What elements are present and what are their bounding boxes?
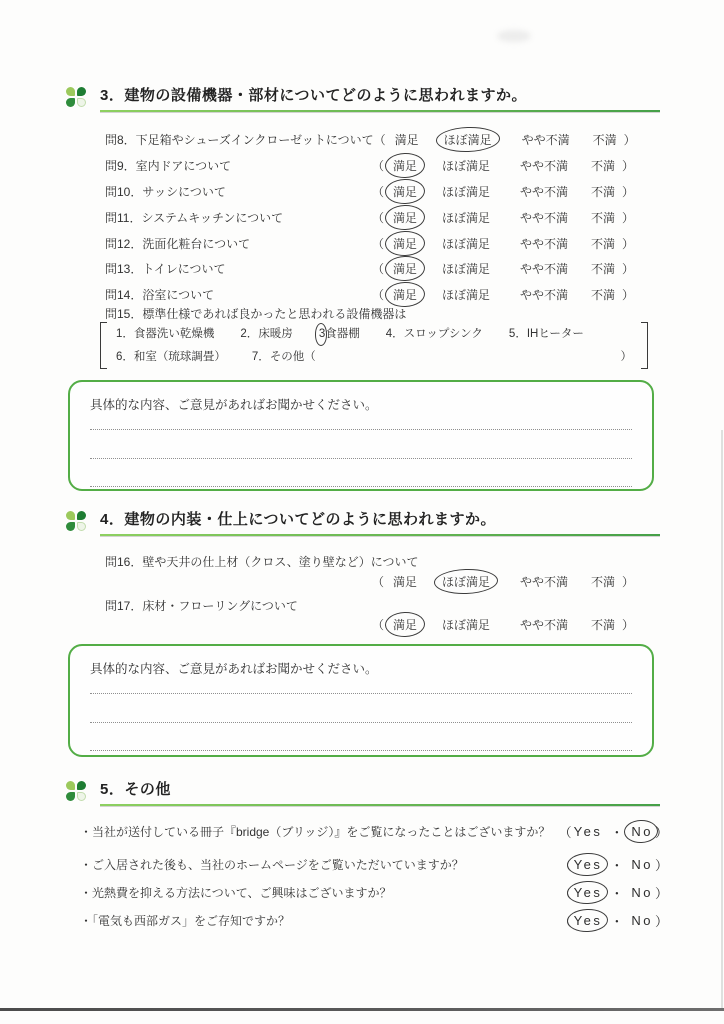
equip-option-5: 5．IHヒーター	[508, 328, 584, 340]
paren-open: （	[558, 885, 572, 901]
paren-close: ）	[654, 913, 668, 929]
scan-edge-bottom	[0, 1008, 724, 1011]
rating-option-yaya-fuman: やや不満	[519, 261, 568, 276]
question-label: 問9．室内ドアについて	[105, 158, 232, 173]
rating-option-hobo-manzoku: ほぼ満足	[441, 261, 490, 276]
question-label: ・「電気も西部ガス」をご存知ですか？	[80, 913, 291, 928]
rating-options	[372, 182, 635, 201]
rating-option-manzoku	[382, 285, 428, 304]
question-label: 問17．床材・フローリングについて	[105, 598, 298, 613]
question-label: 問11．システムキッチンについて	[105, 210, 284, 225]
question-row-q13	[105, 258, 635, 278]
answer-circle: ほぼ満足	[441, 130, 495, 149]
equipment-options-line1	[116, 324, 632, 345]
paren-open: （	[372, 236, 385, 251]
yes-option: Yes	[573, 823, 603, 839]
question-row-q11	[105, 207, 635, 227]
rating-option-fuman: 不満	[590, 287, 615, 302]
rating-option-manzoku	[382, 259, 428, 278]
equip-option-4: 4．スロップシンク	[385, 328, 483, 340]
rating-option-fuman: 不満	[590, 210, 615, 225]
rating-option-hobo-manzoku: ほぼ満足	[441, 617, 490, 632]
paren-close: ）	[654, 885, 668, 901]
rating-option-manzoku	[382, 182, 428, 201]
rating-option-manzoku: 満足	[392, 574, 417, 589]
paren-open: （	[372, 184, 385, 199]
paren-open: （	[372, 210, 385, 225]
rating-option-yaya-fuman: やや不満	[519, 210, 568, 225]
rating-option-manzoku	[382, 208, 428, 227]
yesno-row-bridge	[80, 820, 668, 842]
question-label-q15: 問15．標準仕様であれば良かったと思われる設備機器は	[105, 307, 407, 321]
writing-line	[90, 722, 632, 723]
writing-line	[90, 486, 632, 487]
writing-line	[90, 750, 632, 751]
section3-number: 3．	[100, 87, 125, 104]
equip-option-3: 3食器棚	[319, 324, 360, 345]
section3-header	[66, 84, 660, 112]
paren-open: （	[372, 158, 385, 173]
equip-option-7: 7．その他（	[251, 351, 316, 363]
paren-close: ）	[622, 287, 635, 302]
no-option: No	[631, 823, 653, 839]
rating-option-hobo-manzoku: ほぼ満足	[441, 210, 490, 225]
rating-option-fuman: 不満	[592, 132, 617, 147]
answer-circle: 満足	[390, 156, 420, 175]
rating-option-yaya-fuman: やや不満	[519, 287, 568, 302]
section3-title-text: 建物の設備機器・部材についてどのように思われますか。	[124, 87, 528, 104]
rating-options	[374, 130, 634, 149]
writing-line	[90, 429, 632, 430]
paren-open: （	[373, 132, 386, 147]
separator-dot: ・	[610, 885, 624, 901]
section4-title-text: 建物の内装・仕上についてどのように思われますか。	[124, 511, 497, 528]
paren-close: ）	[654, 857, 668, 873]
yes-option: Yes	[573, 856, 603, 872]
question-label: 問14．浴室について	[105, 287, 215, 302]
section4-number: 4．	[100, 511, 125, 528]
rating-option-fuman: 不満	[590, 184, 615, 199]
section3-header-body	[100, 84, 660, 112]
rating-option-hobo-manzoku: ほぼ満足	[441, 236, 490, 251]
paren-close: ）	[622, 236, 635, 251]
paren-close: ）	[622, 574, 635, 589]
rating-option-fuman: 不満	[590, 261, 615, 276]
separator-dot: ・	[610, 824, 624, 840]
yesno-row-homepage	[80, 853, 668, 875]
yesno-options	[559, 911, 668, 930]
question-row-q16	[105, 551, 632, 571]
rating-options-q17	[372, 614, 635, 634]
answer-circle: ほぼ満足	[439, 572, 493, 591]
rating-option-yaya-fuman: やや不満	[521, 132, 570, 147]
paren-open: （	[372, 574, 385, 589]
section5-title-text: その他	[124, 781, 171, 798]
rating-option-hobo-manzoku	[428, 572, 504, 591]
rating-option-fuman: 不満	[590, 236, 615, 251]
paren-open: （	[558, 913, 572, 929]
section5-header	[66, 778, 660, 806]
no-option: No	[631, 912, 653, 928]
answer-circle: 満足	[390, 208, 420, 227]
question-label: ・当社が送付している冊子『bridge（ブリッジ）』をご覧になったことはございますか？	[80, 824, 551, 839]
section5-header-body	[100, 778, 660, 806]
answer-circle: 3	[319, 324, 325, 345]
paren-close: ）	[623, 132, 636, 147]
section3-title	[100, 84, 660, 105]
yesno-row-saibu-gas	[80, 909, 668, 931]
answer-circle: 満足	[390, 615, 420, 634]
answer-circle: 満足	[390, 234, 420, 253]
question-row-q12	[105, 233, 635, 253]
question-label: 問8．下足箱やシューズインクローゼットについて	[105, 132, 374, 147]
paren-open: （	[372, 287, 385, 302]
clover-icon	[66, 511, 86, 531]
clover-icon	[66, 781, 86, 801]
section5-title	[100, 778, 660, 799]
rating-options	[372, 208, 635, 227]
equip-option-1: 1．食器洗い乾燥機	[116, 328, 215, 340]
yesno-options	[559, 822, 668, 841]
no-option: No	[631, 856, 653, 872]
bracket-right	[641, 322, 648, 369]
rating-option-yaya-fuman: やや不満	[519, 184, 568, 199]
scan-smudge	[497, 30, 531, 42]
answer-circle: 満足	[390, 182, 420, 201]
bracket-left	[100, 322, 107, 369]
comment-box-section3	[68, 380, 654, 491]
answer-circle: 満足	[390, 285, 420, 304]
paren-close: ）	[622, 210, 635, 225]
section4-header	[66, 508, 660, 536]
rating-options	[372, 156, 635, 175]
question-row-q8	[105, 129, 636, 149]
paren-open: （	[558, 824, 572, 840]
paren-open: （	[372, 261, 385, 276]
rating-option-manzoku	[382, 156, 428, 175]
question-label: 問10．サッシについて	[105, 184, 226, 199]
equipment-options-line2	[116, 347, 632, 368]
paren-close: ）	[622, 261, 635, 276]
section4-title	[100, 508, 660, 529]
section4-header-body	[100, 508, 660, 536]
rating-option-yaya-fuman: やや不満	[519, 236, 568, 251]
writing-line	[90, 693, 632, 694]
paren-open: （	[372, 617, 385, 632]
question-label: 問16．壁や天井の仕上材（クロス、塗り壁など）について	[105, 554, 419, 569]
yes-option: Yes	[573, 912, 603, 928]
paren-close: ）	[622, 617, 635, 632]
writing-line	[90, 458, 632, 459]
question-row-q9	[105, 155, 635, 175]
rating-option-yaya-fuman: やや不満	[519, 158, 568, 173]
yes-option: Yes	[573, 884, 603, 900]
paren-open: （	[558, 857, 572, 873]
rating-option-fuman: 不満	[590, 158, 615, 173]
answer-circle: 満足	[390, 259, 420, 278]
clover-icon	[66, 87, 86, 107]
section-underline	[100, 110, 660, 112]
separator-dot: ・	[610, 857, 624, 873]
rating-options	[372, 259, 635, 278]
comment-box-section4	[68, 644, 654, 757]
rating-option-hobo-manzoku: ほぼ満足	[441, 184, 490, 199]
equip-option-6: 6．和室（琉球調畳）	[116, 351, 226, 363]
question-row-q17	[105, 595, 632, 615]
rating-option-yaya-fuman: やや不満	[519, 574, 568, 589]
rating-option-manzoku: 満足	[394, 132, 419, 147]
rating-option-manzoku	[382, 615, 428, 634]
comment-box-label: 具体的な内容、ご意見があればお聞かせください。	[90, 398, 378, 412]
rating-option-fuman: 不満	[590, 574, 615, 589]
question-label: 問13．トイレについて	[105, 261, 226, 276]
equipment-options-group	[100, 322, 648, 369]
rating-options	[372, 234, 635, 253]
question-label: ・ご入居された後も、当社のホームページをご覧いただいていますか？	[80, 857, 464, 872]
section-underline	[100, 534, 660, 536]
yesno-options	[559, 855, 668, 874]
yesno-options	[559, 883, 668, 902]
section5-number: 5．	[100, 781, 125, 798]
rating-options	[372, 285, 635, 304]
question-row-q10	[105, 181, 635, 201]
rating-option-hobo-manzoku: ほぼ満足	[441, 158, 490, 173]
question-label: ・光熱費を抑える方法について、ご興味はございますか？	[80, 885, 392, 900]
scan-edge-right	[721, 430, 723, 1010]
yesno-row-utility-cost	[80, 881, 668, 903]
paren-close: ）	[622, 184, 635, 199]
rating-option-hobo-manzoku: ほぼ満足	[441, 287, 490, 302]
equip-option-2: 2．床暖房	[240, 328, 293, 340]
paren-close: ）	[622, 158, 635, 173]
rating-option-hobo-manzoku	[430, 130, 506, 149]
section-underline	[100, 804, 660, 806]
question-label: 問12．洗面化粧台について	[105, 236, 251, 251]
separator-dot: ・	[610, 913, 624, 929]
paren-close: ）	[654, 824, 668, 840]
other-close-paren: ）	[620, 351, 632, 363]
comment-box-label: 具体的な内容、ご意見があればお聞かせください。	[90, 662, 378, 676]
rating-option-manzoku	[382, 234, 428, 253]
rating-option-fuman: 不満	[590, 617, 615, 632]
rating-options-q16	[372, 571, 635, 591]
no-option: No	[631, 884, 653, 900]
rating-option-yaya-fuman: やや不満	[519, 617, 568, 632]
question-row-q14	[105, 284, 635, 304]
